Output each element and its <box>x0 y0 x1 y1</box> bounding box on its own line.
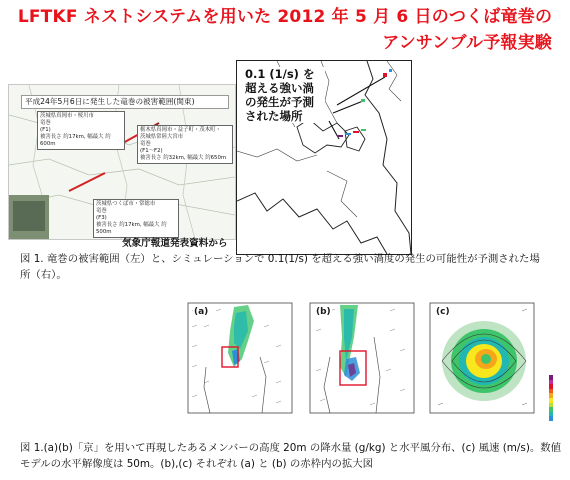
damage-box-mooka <box>37 111 125 150</box>
damage-box-tochigi-line-5: 被害長さ 約32km, 幅最大 約650m <box>140 155 227 161</box>
colorbar-segment <box>549 416 553 421</box>
panel-label-c: (c) <box>436 307 450 317</box>
figure1-caption: 図 1. 竜巻の被害範囲（左）と、シミュレーションで 0.1(1/s) を超える強い渦度の発生の可能性が予測された場所（右）。 <box>20 253 540 281</box>
simulation-panel-b <box>300 297 428 424</box>
damage-box-tsukuba-line-1: 茨城県つくば市・常総市 <box>96 201 156 207</box>
damage-box-tochigi-line-4: (F1〜F2) <box>140 148 163 154</box>
damage-box-tochigi-line-2: 茨城県常陸大宮市 <box>140 134 184 140</box>
panel-label-a: (a) <box>194 307 209 317</box>
vorticity-location-map <box>236 60 412 255</box>
simulation-panel-c <box>422 297 550 424</box>
figure2-caption: 図 1.(a)(b)「京」を用いて再現したあるメンバーの高度 20m の降水量 (g/kg) と水平風分布、(c) 風速 (m/s)。数値モデルの水平解像度は 50m。(b),(c) それぞれ (a) と (b) の赤枠内の拡大図 <box>20 442 562 470</box>
damage-box-tsukuba <box>93 199 179 238</box>
damage-box-tsukuba-line-3: (F3) <box>96 215 107 221</box>
vorticity-annotation: 0.1 (1/s) を 超える強い渦 の発生が予測 された場所 <box>245 67 325 123</box>
damage-box-tochigi-line-1: 栃木県真岡市・益子町・茂木町・ <box>140 127 221 133</box>
damage-map-title: 平成24年5月6日に発生した竜巻の被害範囲(関東) <box>21 95 229 109</box>
damage-box-tsukuba-line-2: 竜巻 <box>96 208 107 214</box>
damage-box-mooka-line-3: (F1) <box>40 127 51 133</box>
damage-box-mooka-line-4: 被害長さ 約17km, 幅最大 約600m <box>40 134 111 147</box>
damage-box-tochigi <box>137 125 233 164</box>
page-title-line-2: アンサンブル予報実験 <box>382 33 552 53</box>
damage-box-tsukuba-line-4: 被害長さ 約17km, 幅最大 約500m <box>96 222 167 235</box>
damage-box-mooka-line-2: 竜巻 <box>40 120 51 126</box>
simulation-panel-a <box>176 297 304 424</box>
figure-source: 気象庁報道発表資料から <box>122 238 228 249</box>
damage-box-tochigi-line-3: 竜巻 <box>140 141 151 147</box>
damage-box-mooka-line-1: 茨城県真岡市・桜川市 <box>40 113 94 119</box>
panel-label-b: (b) <box>316 307 331 317</box>
wind-speed-colorbar <box>549 375 553 421</box>
damage-map-figure <box>8 84 236 240</box>
page-title-line-1: LFTKF ネストシステムを用いた 2012 年 5 月 6 日のつくば竜巻の <box>17 7 553 27</box>
